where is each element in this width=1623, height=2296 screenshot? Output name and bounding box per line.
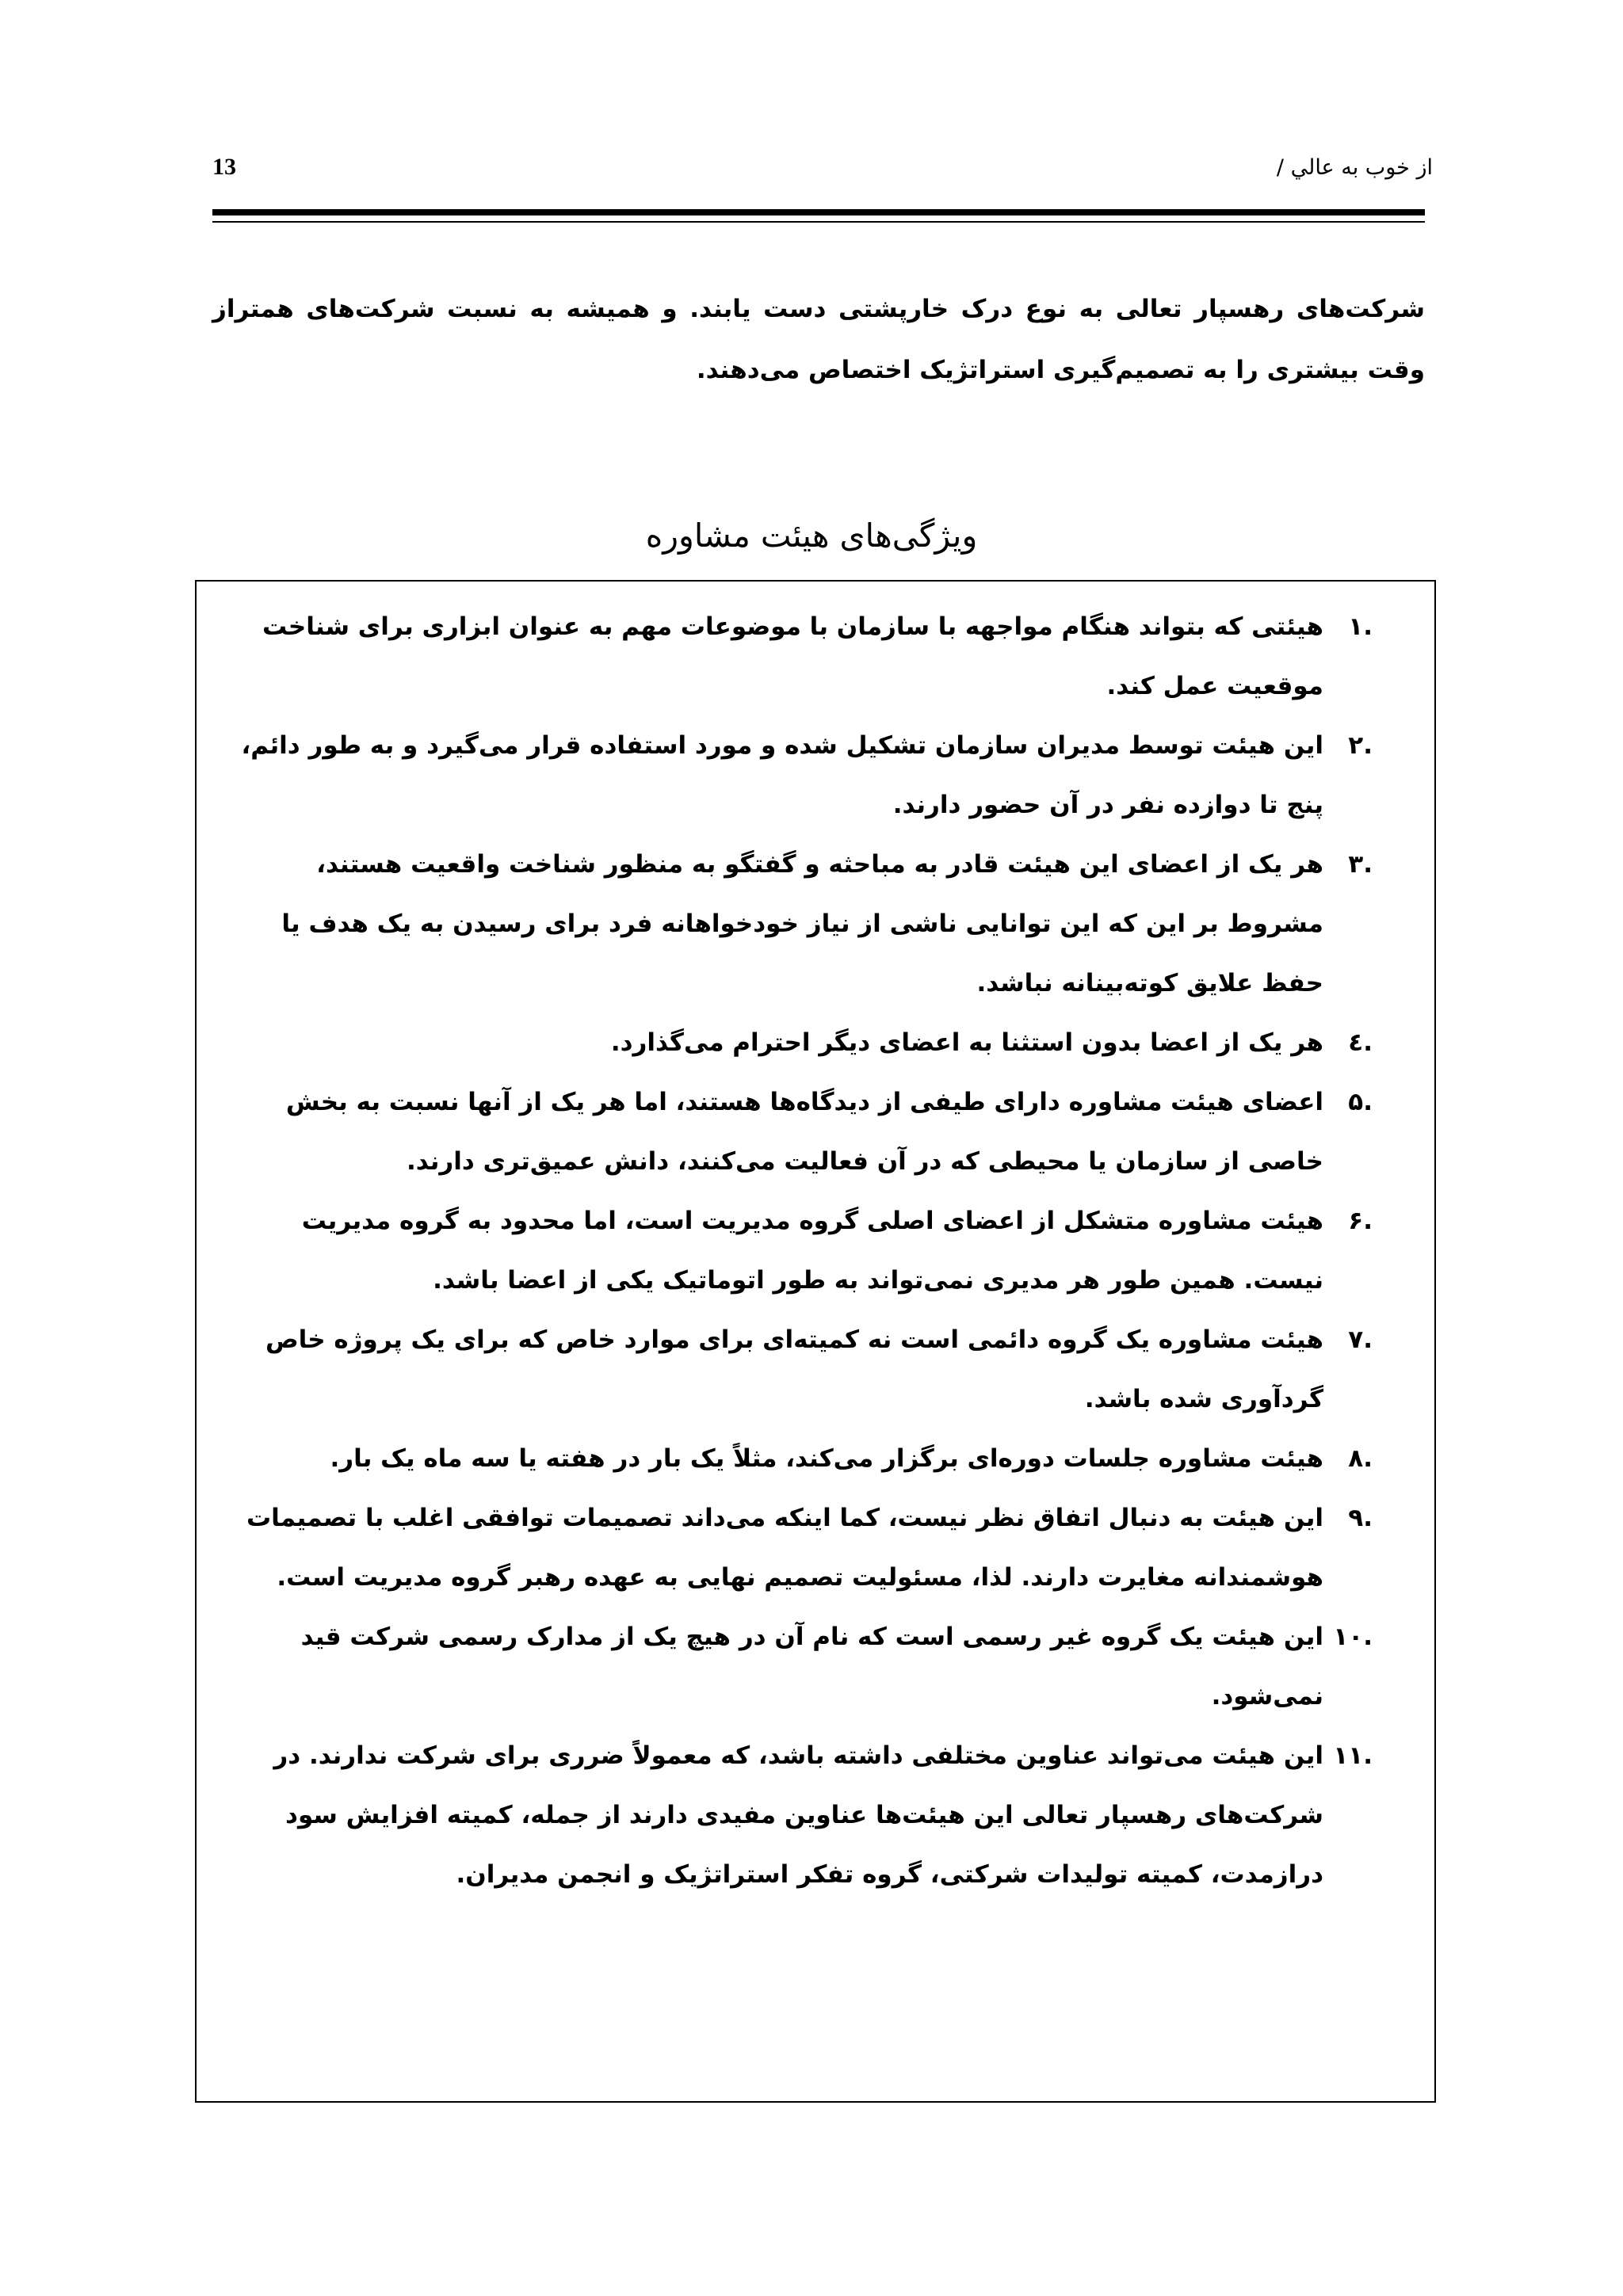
item-number: .۱۱ (1333, 1741, 1373, 1770)
header-rule-thin (212, 221, 1425, 223)
list-item (220, 1429, 1373, 1489)
characteristics-box (195, 580, 1436, 2103)
item-number: .٤ (1348, 1028, 1373, 1057)
item-text: اعضای هیئت مشاوره دارای طیفی از دیدگاه‌ها هستند، اما هر یک از آنها نسبت به بخش خاصی از سازمان یا محیطی که در آن فعالیت می‌کنند، دانش عمیق‌تری دارند. (285, 1088, 1323, 1176)
item-number: .۷ (1348, 1325, 1373, 1354)
item-text: هیئت مشاوره یک گروه دائمی است نه کمیته‌ای برای موارد خاص که برای یک پروژه خاص گردآوری شده باشد. (265, 1325, 1323, 1413)
list-item (220, 1013, 1373, 1073)
item-number: .۸ (1348, 1444, 1373, 1473)
item-number: .۱۰ (1333, 1623, 1373, 1651)
item-number: .۹ (1348, 1504, 1373, 1532)
list-item (220, 716, 1373, 835)
item-text: این هیئت می‌تواند عناوین مختلفی داشته باشد، که معمولاً ضرری برای شرکت ندارند. در شرکت‌های رهسپار تعالی این هیئت‌ها عناوین مفیدی دارند از جمله، کمیته افزایش سود درازمدت، کمیته تولیدات شرکتی، گروه تفکر استراتژیک و انجمن مدیران. (273, 1741, 1323, 1889)
item-text: هیئت مشاوره متشکل از اعضای اصلی گروه مدیریت است، اما محدود به گروه مدیریت نیست. همین طور هر مدیری نمی‌تواند به طور اتوماتیک یکی از اعضا باشد. (301, 1207, 1323, 1295)
item-text: هر یک از اعضا بدون استثنا به اعضای دیگر احترام می‌گذارد. (610, 1028, 1323, 1057)
item-text: این هیئت توسط مدیران سازمان تشکیل شده و مورد استفاده قرار می‌گیرد و به طور دائم، پنج تا دوازده نفر در آن حضور دارند. (241, 731, 1323, 819)
list-item (220, 597, 1373, 716)
item-text: این هیئت یک گروه غیر رسمی است که نام آن در هیچ یک از مدارک رسمی شرکت قید نمی‌شود. (300, 1623, 1323, 1711)
item-number: .۲ (1348, 731, 1373, 760)
list-item (220, 1608, 1373, 1726)
item-number: .۳ (1348, 850, 1373, 879)
item-text: هیئتی که بتواند هنگام مواجهه با سازمان با موضوعات مهم به عنوان ابزاری برای شناخت موقعیت عمل کند. (262, 612, 1323, 700)
item-text: هر یک از اعضای این هیئت قادر به مباحثه و گفتگو به منظور شناخت واقعیت هستند، مشروط بر این که این توانایی ناشی از نیاز خودخواهانه فرد برای رسیدن به یک هدف یا حفظ علایق کوته‌بینانه نباشد. (281, 850, 1323, 997)
item-text: هیئت مشاوره جلسات دوره‌ای برگزار می‌کند، مثلاً یک بار در هفته یا سه ماه یک بار. (330, 1444, 1323, 1473)
item-number: .۱ (1348, 612, 1373, 641)
list-item (220, 1310, 1373, 1429)
list-item (220, 1192, 1373, 1310)
list-item (220, 1726, 1373, 1905)
characteristics-list (220, 597, 1373, 1905)
item-number: .۵ (1348, 1088, 1373, 1116)
page-number: 13 (212, 154, 236, 180)
list-item (220, 1073, 1373, 1192)
list-item (220, 835, 1373, 1013)
header-rule-thick (212, 209, 1425, 215)
intro-paragraph: شرکت‌های رهسپار تعالی به نوع درک خارپشتی دست یابند. و همیشه به نسبت شرکت‌های همتراز وقت بیشتری را به تصمیم‌گیری استراتژیک اختصاص می‌دهند. (212, 295, 1425, 384)
box-title: ویژگی‌های هیئت مشاوره (645, 517, 978, 555)
list-item (220, 1489, 1373, 1608)
item-text: این هیئت به دنبال اتفاق نظر نیست، کما اینکه می‌داند تصمیمات توافقی اغلب با تصمیمات هوشمندانه مغایرت دارند. لذا، مسئولیت تصمیم نهایی به عهده رهبر گروه مدیریت است. (246, 1504, 1323, 1592)
running-head: از خوب به عالي / (1276, 155, 1433, 180)
item-number: .۶ (1348, 1207, 1373, 1235)
